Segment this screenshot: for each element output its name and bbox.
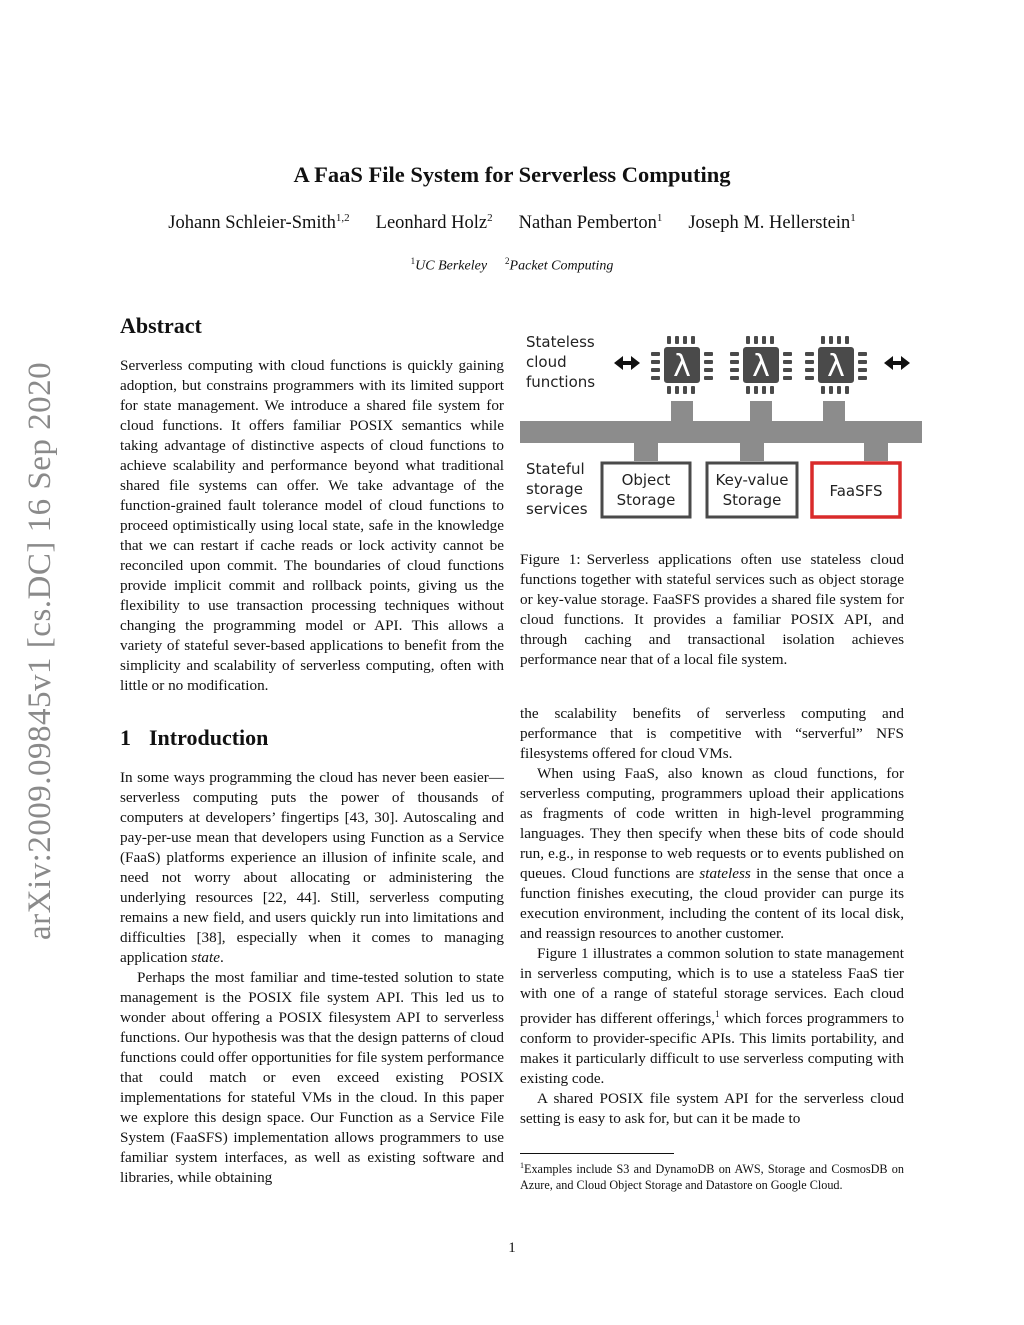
svg-text:FaaSFS: FaaSFS (829, 482, 883, 500)
lambda-icon: λ (827, 349, 845, 384)
abstract-text: Serverless computing with cloud functions is quickly gaining adoption, but constrains programmers with its limited support for state management. We introduce a shared file system for cloud functions. It offers familiar POSIX semantics while taking advantage of distinctive aspects of cloud functions to achieve scalability and performance beyond what traditional shared file systems can offer. We take advantage of the function-grained fault tolerance model of cloud functions to proceed optimistically using local state, safe in the knowledge that we can restart if cache reads or lock activity cannot be reconciled upon commit. The boundaries of cloud functions provide implicit commit and rollback points, giving us the flexibility to use transaction processing techniques without changing the programming model or API. This allows a variety of stateful sever-based applications to benefit from the simplicity and scalability of serverless computing, often with little or no modification. (120, 357, 504, 694)
author-name: Johann Schleier-Smith (168, 213, 336, 234)
affiliation-sup: 2 (505, 256, 510, 266)
arxiv-identifier: arXiv:2009.09845v1 [cs.DC] 16 Sep 2020 (22, 361, 58, 940)
footnote-text: Examples include S3 and DynamoDB on AWS, Storage and CosmosDB on Azure, and Cloud Object Storage and Datastore on Google Cloud. (520, 1162, 904, 1193)
author-name: Joseph M. Hellerstein (688, 213, 851, 234)
author-name: Nathan Pemberton (518, 213, 657, 234)
abstract-heading: Abstract (120, 313, 202, 338)
affiliation-name: Packet Computing (509, 258, 614, 274)
svg-text:Key-value: Key-value (715, 471, 789, 489)
page-number: 1 (508, 1240, 516, 1256)
author (376, 212, 493, 234)
svg-text:Storage: Storage (722, 491, 782, 509)
stateful-label-line: services (526, 500, 588, 518)
svg-text:Object: Object (621, 471, 671, 489)
figure-1 (520, 325, 924, 525)
caption-text: Serverless applications often use stateless cloud functions together with stateful services such as object storage or key-value storage. FaaSFS provides a shared file system for cloud functions. It provides a familiar POSIX API, and through caching and transactional isolation achieves performance near that of a local file system. (520, 551, 904, 668)
double-arrow-icon (614, 356, 640, 370)
footnote (520, 1153, 904, 1193)
author (168, 212, 349, 234)
right-paragraph-2: When using FaaS, also known as cloud functions, for serverless computing, programmers upload their applications as fragments of code written in high-level programming languages. They then specify when these bits of code should run, e.g., in response to web requests or to events published on queues. Cloud functions are stateless in the sense that once a function finishes executing, the cloud provider can purge its execution environment, including the content of its local disk, and reassign resources to another customer. (520, 765, 904, 942)
author-affil-sup: 1 (850, 212, 856, 224)
affiliation-list (0, 256, 1024, 275)
intro-paragraph-1: In some ways programming the cloud has never been easier—serverless computing puts the power of thousands of computers at developers’ fingertips [43, 30]. Autoscaling and pay-per-use mean that developers using Function as a Service (FaaS) platforms experience an illusion of infinite scale, and need not worry about allocating or administering the underlying resources [22, 44]. Still, serverless computing remains a new field, and users quickly run into limitations and difficulties [38], especially when it comes to managing application state. (120, 769, 504, 966)
connection-bus (520, 421, 922, 443)
affiliation (411, 256, 487, 275)
key-value-storage-box (707, 463, 797, 517)
figure-label: Figure 1: (520, 551, 581, 568)
section-title: Introduction (149, 725, 269, 750)
chip-connector (671, 401, 693, 421)
footnote-sup: 1 (520, 1161, 524, 1170)
affiliation-sup: 1 (410, 256, 416, 266)
footnote-rule (520, 1153, 674, 1154)
cloud-function-chip (730, 336, 792, 394)
author-affil-sup: 2 (487, 212, 493, 224)
right-paragraph-3: Figure 1 illustrates a common solution to state management in serverless computing, which is to use a stateless FaaS tier with one of a range of stateful storage services. Each cloud provider has different offerings,$^1$ which forces programmers to conform to provider-specific APIs. This limits portability, and makes it particularly difficult to use serverless computing with existing code. (520, 945, 904, 1088)
right-paragraph-4: A shared POSIX file system API for the serverless cloud setting is easy to ask for, but can it be made to (520, 1090, 904, 1128)
stateless-label-line: functions (526, 373, 596, 391)
object-storage-box (602, 463, 690, 517)
intro-paragraph-2: Perhaps the most familiar and time-tested solution to state management is the POSIX file system API. This led us to wonder about offering a POSIX filesystem API to serverless functions. Our hypothesis was that the design patterns of cloud functions could offer opportunities for file system performance that could match or even exceed existing POSIX implementations for stateful VMs in the cloud. In this paper we explore this design space. Our Function as a Service File System (FaaSFS) implementation allows programmers to use familiar system interfaces, as well as existing software and libraries, while obtaining (120, 969, 504, 1186)
introduction-heading (120, 724, 504, 752)
stateless-label-line: Stateless (526, 333, 595, 351)
chip-connector (750, 401, 772, 421)
cloud-function-chip (651, 336, 713, 394)
lambda-icon: λ (673, 349, 691, 384)
right-paragraph-1: the scalability benefits of serverless computing and performance that is competitive with “serverful” NFS filesystems offered for cloud VMs. (520, 705, 904, 762)
author (688, 212, 855, 234)
faasfs-box (812, 463, 900, 517)
lambda-icon: λ (752, 349, 770, 384)
storage-connector (864, 443, 888, 461)
author-name: Leonhard Holz (375, 213, 488, 234)
author (519, 212, 663, 234)
affiliation (505, 256, 613, 275)
figure-1-caption (520, 550, 904, 670)
author-affil-sup: 1,2 (335, 212, 350, 224)
stateful-label-line: storage (526, 480, 583, 498)
footnote-marker: 1 (715, 1009, 720, 1019)
architecture-diagram (520, 325, 924, 525)
affiliation-name: UC Berkeley (415, 258, 488, 274)
cloud-function-chip (805, 336, 867, 394)
double-arrow-icon (884, 356, 910, 370)
paper-title: A FaaS File System for Serverless Computing (293, 162, 731, 187)
svg-text:Storage: Storage (616, 491, 676, 509)
chip-connector (823, 401, 845, 421)
left-column (120, 312, 504, 1188)
stateless-label-line: cloud (526, 353, 567, 371)
right-column (520, 704, 904, 1129)
section-number: 1 (120, 725, 131, 750)
stateful-label-line: Stateful (526, 460, 585, 478)
author-affil-sup: 1 (656, 212, 663, 224)
storage-connector (740, 443, 764, 461)
storage-connector (634, 443, 658, 461)
author-list (0, 212, 1024, 234)
